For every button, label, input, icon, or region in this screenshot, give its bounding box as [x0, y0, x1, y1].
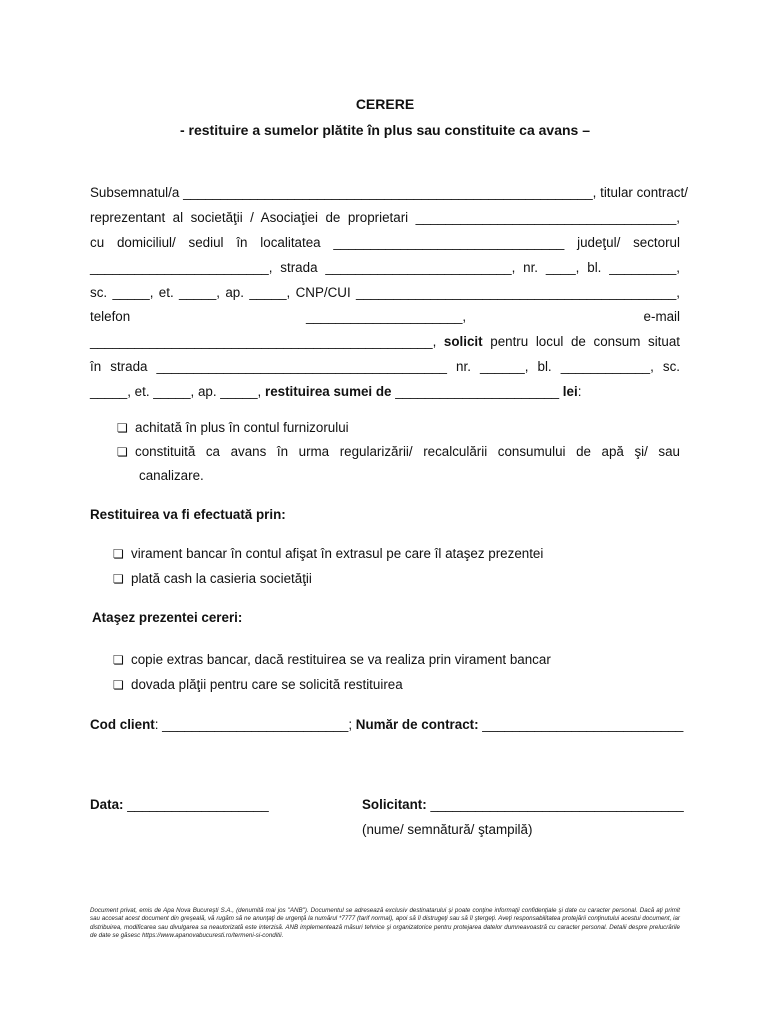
- checkbox-icon[interactable]: ❏: [117, 445, 128, 459]
- checkbox-icon[interactable]: ❏: [113, 572, 124, 586]
- document-subtitle: - restituire a sumelor plătite în plus sau constituite ca avans –: [179, 122, 590, 138]
- checkbox-icon[interactable]: ❏: [113, 653, 124, 667]
- form-line-domiciliu: cu domiciliul/ sediul în localitatea _______________________________ judeţul/ sectorul: [90, 235, 680, 250]
- checkbox-copie-extras[interactable]: ❏ copie extras bancar, dacă restituirea se va realiza prin virament bancar: [113, 652, 551, 667]
- section-heading-restituire: Restituirea va fi efectuată prin:: [90, 507, 286, 522]
- cod-client-line: Cod client: _________________________; Număr de contract: ___________________________: [90, 717, 684, 732]
- checkbox-achitata-in-plus[interactable]: ❏ achitată în plus în contul furnizorului: [117, 420, 349, 435]
- checkbox-icon[interactable]: ❏: [113, 678, 124, 692]
- checkbox-icon[interactable]: ❏: [113, 547, 124, 561]
- section-heading-atasez: Ataşez prezentei cereri:: [92, 610, 243, 625]
- form-line-subsemnatul: Subsemnatul/a _______________________________________________________, titular contract/: [90, 185, 688, 200]
- form-line-strada: ________________________, strada _________________________, nr. ____, bl. _________,: [90, 260, 680, 275]
- form-line-reprezentant: reprezentant al societăţii / Asociaţiei de proprietari ___________________________________,: [90, 210, 680, 225]
- solicitant-field: Solicitant: __________________________________: [362, 797, 684, 812]
- checkbox-dovada-platii[interactable]: ❏ dovada plăţii pentru care se solicită restituirea: [113, 677, 403, 692]
- checkbox-constituita-avans[interactable]: ❏ constituită ca avans în urma regularizării/ recalculării consumului de apă şi/ sau: [117, 444, 680, 459]
- checkbox-icon[interactable]: ❏: [117, 421, 128, 435]
- signature-note: (nume/ semnătură/ ştampilă): [362, 822, 533, 837]
- form-line-loc-consum: în strada _______________________________________ nr. ______, bl. ____________, sc.: [90, 359, 680, 374]
- form-line-solicit: ______________________________________________, solicit pentru locul de consum situat: [90, 334, 681, 349]
- document-title: CERERE: [355, 96, 415, 112]
- document-page: CERERE - restituire a sumelor plătite în plus sau constituite ca avans – Subsemnatul/a _______________________________________________________, titular contract/ reprezentant al societăţii / Asociaţiei de proprietari ___________________________________, cu domiciliul/ sediul în localitatea _______________________________ judeţul/ sectorul ________________________, strada _________________________, nr. ____, bl. _________, sc. _____, et. _____, ap. _____, CNP/CUI ___________________________________________, telefon _____________________, e-mail ______________________________________________, solicit pentru locul de consum situat în strada _______________________________________ nr. ______, bl. ____________, sc. _____, et. _____, ap. _____, restituirea sumei de ______________________ lei: ❏ achitată în plus în contul furnizorului ❏ constituită ca avans în urma regularizării/ recalculării consumului de apă şi/ sau canalizare. Restituirea va fi efectuată prin: ❏ virament bancar în contul afişat în extrasul pe care îl ataşez prezentei ❏ plată cash la casieria societăţii Ataşez prezentei cereri: ❏ copie extras bancar, dacă restituirea se va realiza prin virament bancar ❏ dovada plăţii pentru care se solicită restituirea Cod client: _________________________; Număr de contract: ___________________________ Data: ___________________ Solicitant: __________________________________ (nume/ semnătură/ ştampilă) Document privat, emis de Apa Nova Bucureşti S.A., (denumită mai jos "ANB"). Documentul se adresează exclusiv destinatarului şi poate conţine informaţii confidenţiale şi date cu caracter personal. Dacă aţi primit sau accesat acest document din greşeală, vă rugăm să ne anunţaţi de urgenţă la numărul *7777 (tarif normal), apoi să îl distrugeţi sau să îl ştergeţi. Aveţi responsabilitatea protejării conţinutului acestui document, iar distribuirea, modificarea sau divulgarea sa neautorizată este interzisă. ANB implementează măsuri tehnice şi organizatorice pentru protejarea datelor dumneavoastră cu caracter personal. Detalii despre prelucrările de date se găsesc https://www.apanovabucuresti.ro/termeni-si-conditii.: [0, 0, 770, 1024]
- checkbox-plata-cash[interactable]: ❏ plată cash la casieria societăţii: [113, 571, 312, 586]
- legal-footer: Document privat, emis de Apa Nova Bucureşti S.A., (denumită mai jos "ANB"). Documentul se adresează exclusiv destinatarului şi poate conţine informaţii confidenţiale şi date cu caracter personal. Dacă aţi primit sau accesat acest document din greşeală, vă rugăm să ne anunţaţi de urgenţă la numărul *7777 (tarif normal), apoi să îl distrugeţi sau să îl ştergeţi. Aveţi responsabilitatea protejării conţinutului acestui document, iar distribuirea, modificarea sau divulgarea sa neautorizată este interzisă. ANB implementează măsuri tehnice şi organizatorice pentru protejarea datelor dumneavoastră cu caracter personal. Detalii despre prelucrările de date se găsesc https://www.apanovabucuresti.ro/termeni-si-conditii.: [90, 907, 680, 940]
- form-line-cnp: sc. _____, et. _____, ap. _____, CNP/CUI ___________________________________________,: [90, 285, 680, 300]
- checkbox-virament-bancar[interactable]: ❏ virament bancar în contul afişat în extrasul pe care îl ataşez prezentei: [113, 546, 544, 561]
- form-line-restituire-suma: _____, et. _____, ap. _____, restituirea sumei de ______________________ lei:: [90, 384, 582, 399]
- option-continuation: canalizare.: [139, 468, 204, 483]
- data-field: Data: ___________________: [90, 797, 269, 812]
